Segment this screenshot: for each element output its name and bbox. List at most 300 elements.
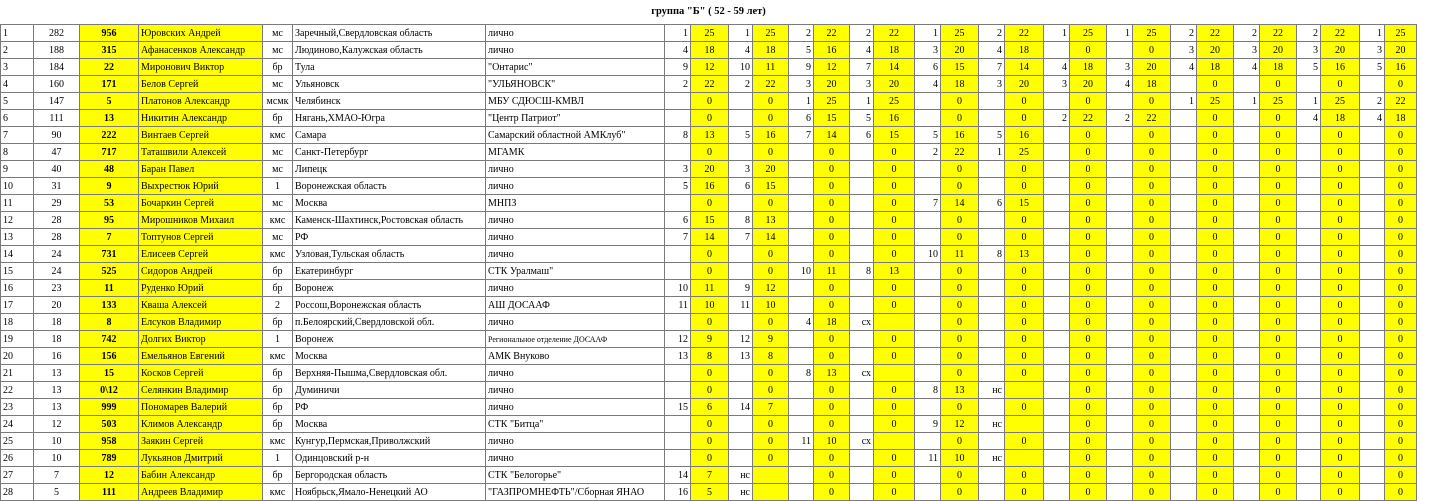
stage-points-cell: 20	[691, 161, 729, 178]
stage-points-cell: 0	[1133, 450, 1171, 467]
position-cell: 24	[1, 416, 34, 433]
stage-points-cell: 0	[1321, 280, 1360, 297]
stage-place-cell	[1360, 195, 1385, 212]
stage-place-cell	[979, 399, 1005, 416]
stage-points-cell: 0	[1005, 178, 1044, 195]
stage-points-cell: 15	[874, 127, 915, 144]
stage-place-cell: 1	[979, 144, 1005, 161]
club-cell: МБУ СДЮСШ-КМВЛ	[486, 93, 665, 110]
stage-place-cell	[665, 195, 691, 212]
stage-place-cell	[665, 263, 691, 280]
stage-place-cell	[1234, 399, 1260, 416]
stage-points-cell: 0	[691, 416, 729, 433]
stage-place-cell	[850, 399, 874, 416]
stage-place-cell	[789, 178, 814, 195]
stage-points-cell: 25	[1133, 25, 1171, 42]
position-cell: 26	[1, 450, 34, 467]
stage-points-cell: 0	[1197, 399, 1234, 416]
table-row	[1, 25, 1417, 42]
stage-place-cell	[789, 484, 814, 501]
start-number-cell: 999	[80, 399, 139, 416]
stage-place-cell	[850, 229, 874, 246]
table-row	[1, 348, 1417, 365]
stage-place-cell	[850, 246, 874, 263]
rank-cell: мс	[263, 161, 293, 178]
stage-place-cell	[979, 110, 1005, 127]
stage-place-cell	[789, 399, 814, 416]
stage-points-cell: 0	[1070, 127, 1107, 144]
rank-cell: кмс	[263, 127, 293, 144]
stage-points-cell: 0	[814, 246, 850, 263]
rank-cell: бр	[263, 263, 293, 280]
stage-place-cell: 4	[850, 42, 874, 59]
stage-points-cell: 0	[1321, 433, 1360, 450]
athlete-name-cell: Платонов Александр	[139, 93, 263, 110]
stage-points-cell: 0	[691, 93, 729, 110]
stage-place-cell	[1044, 467, 1070, 484]
stage-points-cell: 0	[1133, 416, 1171, 433]
rank-cell: 1	[263, 178, 293, 195]
stage-points-cell: 0	[814, 297, 850, 314]
results-table-body	[1, 25, 1417, 501]
stage-place-cell: 11	[789, 433, 814, 450]
stage-points-cell: 22	[1260, 25, 1297, 42]
total-points-cell: 111	[34, 110, 80, 127]
table-row	[1, 93, 1417, 110]
position-cell: 13	[1, 229, 34, 246]
stage-points-cell: 0	[1321, 263, 1360, 280]
stage-place-cell	[789, 382, 814, 399]
rank-cell: кмс	[263, 348, 293, 365]
table-row	[1, 399, 1417, 416]
stage-place-cell	[915, 467, 941, 484]
stage-points-cell: 0	[1070, 280, 1107, 297]
stage-points-cell: 0	[1321, 76, 1360, 93]
stage-points-cell: 0	[874, 144, 915, 161]
stage-place-cell	[1234, 263, 1260, 280]
stage-place-cell	[1297, 365, 1321, 382]
position-cell: 20	[1, 348, 34, 365]
stage-place-cell: 4	[1360, 110, 1385, 127]
athlete-name-cell: Пономарев Валерий	[139, 399, 263, 416]
stage-points-cell: 14	[753, 229, 789, 246]
stage-place-cell: 7	[665, 229, 691, 246]
stage-points-cell	[753, 467, 789, 484]
stage-place-cell	[729, 263, 753, 280]
stage-place-cell: нс	[979, 416, 1005, 433]
stage-points-cell: 25	[1070, 25, 1107, 42]
stage-points-cell: 0	[941, 348, 979, 365]
city-cell: Липецк	[293, 161, 486, 178]
stage-place-cell: 5	[850, 110, 874, 127]
stage-place-cell	[1360, 382, 1385, 399]
stage-points-cell: 0	[753, 314, 789, 331]
stage-points-cell: 20	[941, 42, 979, 59]
stage-points-cell: 0	[1385, 331, 1417, 348]
position-cell: 18	[1, 314, 34, 331]
stage-points-cell: 13	[753, 212, 789, 229]
stage-points-cell: 0	[874, 399, 915, 416]
stage-place-cell	[665, 110, 691, 127]
stage-points-cell: 25	[1321, 93, 1360, 110]
stage-place-cell	[729, 314, 753, 331]
stage-points-cell: 0	[1133, 297, 1171, 314]
stage-place-cell	[789, 161, 814, 178]
rank-cell: бр	[263, 110, 293, 127]
stage-place-cell	[1171, 127, 1197, 144]
athlete-name-cell: Юровских Андрей	[139, 25, 263, 42]
stage-place-cell	[1297, 127, 1321, 144]
rank-cell: кмс	[263, 433, 293, 450]
stage-place-cell	[979, 161, 1005, 178]
stage-points-cell: 0	[874, 229, 915, 246]
stage-points-cell: 0	[691, 314, 729, 331]
stage-points-cell: 0	[1070, 450, 1107, 467]
stage-place-cell: 3	[729, 161, 753, 178]
stage-place-cell	[850, 212, 874, 229]
stage-points-cell: 0	[1197, 365, 1234, 382]
stage-place-cell	[789, 212, 814, 229]
stage-place-cell	[915, 263, 941, 280]
start-number-cell: 156	[80, 348, 139, 365]
stage-points-cell: 20	[1197, 42, 1234, 59]
start-number-cell: 222	[80, 127, 139, 144]
stage-points-cell: 0	[1070, 484, 1107, 501]
stage-points-cell: 0	[1133, 144, 1171, 161]
stage-place-cell	[1171, 144, 1197, 161]
stage-points-cell: 0	[1385, 450, 1417, 467]
stage-place-cell: 13	[729, 348, 753, 365]
stage-points-cell: 0	[1070, 42, 1107, 59]
stage-place-cell	[1044, 246, 1070, 263]
stage-points-cell: 18	[1260, 59, 1297, 76]
stage-place-cell: 4	[915, 76, 941, 93]
stage-place-cell	[789, 416, 814, 433]
stage-points-cell: 22	[1385, 93, 1417, 110]
city-cell: Самара	[293, 127, 486, 144]
stage-place-cell: 11	[915, 450, 941, 467]
table-row	[1, 382, 1417, 399]
stage-points-cell: 14	[1005, 59, 1044, 76]
stage-place-cell	[665, 450, 691, 467]
stage-place-cell	[1107, 331, 1133, 348]
stage-points-cell: 8	[753, 348, 789, 365]
stage-points-cell: 0	[1197, 297, 1234, 314]
stage-place-cell	[729, 450, 753, 467]
stage-place-cell: 4	[789, 314, 814, 331]
stage-points-cell: 10	[691, 297, 729, 314]
stage-points-cell: 18	[753, 42, 789, 59]
stage-points-cell: 0	[874, 484, 915, 501]
stage-place-cell	[1107, 229, 1133, 246]
stage-place-cell: сх	[850, 314, 874, 331]
rank-cell: 1	[263, 331, 293, 348]
athlete-name-cell: Бочаркин Сергей	[139, 195, 263, 212]
stage-place-cell	[1107, 450, 1133, 467]
stage-points-cell: 20	[1260, 42, 1297, 59]
stage-place-cell: 14	[665, 467, 691, 484]
club-cell: лично	[486, 229, 665, 246]
stage-points-cell: 0	[941, 314, 979, 331]
athlete-name-cell: Бабин Александр	[139, 467, 263, 484]
stage-place-cell: 11	[665, 297, 691, 314]
stage-place-cell: 2	[850, 25, 874, 42]
athlete-name-cell: Елисеев Сергей	[139, 246, 263, 263]
stage-points-cell: 0	[1321, 484, 1360, 501]
table-title	[0, 6, 1429, 22]
stage-points-cell: 0	[1385, 365, 1417, 382]
table-row	[1, 467, 1417, 484]
stage-place-cell	[1171, 263, 1197, 280]
total-points-cell: 31	[34, 178, 80, 195]
stage-points-cell: 0	[1260, 365, 1297, 382]
stage-points-cell: 0	[1260, 110, 1297, 127]
stage-place-cell	[1107, 212, 1133, 229]
stage-points-cell: 0	[1321, 127, 1360, 144]
stage-points-cell: 25	[1197, 93, 1234, 110]
stage-points-cell: 0	[1005, 93, 1044, 110]
stage-place-cell	[1297, 348, 1321, 365]
stage-points-cell: 0	[1005, 331, 1044, 348]
stage-place-cell	[1297, 195, 1321, 212]
stage-place-cell: 3	[789, 76, 814, 93]
stage-points-cell: 0	[1385, 76, 1417, 93]
stage-points-cell: 0	[874, 212, 915, 229]
start-number-cell: 5	[80, 93, 139, 110]
stage-place-cell: 4	[1044, 59, 1070, 76]
city-cell: Екатеринбург	[293, 263, 486, 280]
stage-place-cell	[665, 416, 691, 433]
stage-points-cell: 0	[941, 110, 979, 127]
stage-place-cell: 5	[665, 178, 691, 195]
stage-points-cell: 0	[941, 467, 979, 484]
position-cell: 4	[1, 76, 34, 93]
stage-place-cell	[1297, 280, 1321, 297]
stage-points-cell: 0	[874, 246, 915, 263]
city-cell: Думиничи	[293, 382, 486, 399]
table-row	[1, 297, 1417, 314]
athlete-name-cell: Белов Сергей	[139, 76, 263, 93]
stage-place-cell	[1297, 433, 1321, 450]
stage-points-cell: 0	[1260, 127, 1297, 144]
stage-points-cell: 18	[874, 42, 915, 59]
stage-place-cell: 3	[1297, 42, 1321, 59]
athlete-name-cell: Кваша Алексей	[139, 297, 263, 314]
position-cell: 10	[1, 178, 34, 195]
stage-place-cell: 6	[915, 59, 941, 76]
stage-points-cell: 22	[874, 25, 915, 42]
stage-points-cell: 0	[1260, 314, 1297, 331]
stage-place-cell	[1044, 42, 1070, 59]
stage-place-cell	[850, 382, 874, 399]
stage-place-cell	[1171, 399, 1197, 416]
stage-points-cell: 9	[753, 331, 789, 348]
stage-place-cell	[665, 246, 691, 263]
stage-place-cell	[1360, 484, 1385, 501]
stage-points-cell: 16	[1005, 127, 1044, 144]
stage-place-cell	[1234, 110, 1260, 127]
stage-place-cell	[1044, 178, 1070, 195]
stage-points-cell: 0	[1133, 42, 1171, 59]
stage-place-cell	[850, 297, 874, 314]
stage-points-cell: 15	[814, 110, 850, 127]
stage-points-cell: 0	[1260, 161, 1297, 178]
stage-points-cell: 0	[691, 382, 729, 399]
stage-points-cell: 20	[874, 76, 915, 93]
stage-place-cell: сх	[850, 365, 874, 382]
stage-place-cell	[850, 467, 874, 484]
stage-points-cell: 13	[874, 263, 915, 280]
stage-points-cell: 0	[1385, 433, 1417, 450]
stage-points-cell: 0	[691, 144, 729, 161]
total-points-cell: 16	[34, 348, 80, 365]
stage-points-cell: 14	[874, 59, 915, 76]
stage-points-cell: 0	[1070, 467, 1107, 484]
stage-place-cell: 3	[1360, 42, 1385, 59]
total-points-cell: 47	[34, 144, 80, 161]
stage-points-cell: 0	[1133, 433, 1171, 450]
stage-place-cell	[979, 365, 1005, 382]
stage-points-cell: 18	[941, 76, 979, 93]
stage-points-cell: 0	[1133, 246, 1171, 263]
stage-points-cell: 0	[874, 416, 915, 433]
stage-place-cell	[915, 161, 941, 178]
stage-points-cell: 14	[814, 127, 850, 144]
rank-cell: мс	[263, 76, 293, 93]
stage-points-cell: 0	[1070, 161, 1107, 178]
athlete-name-cell: Заякин Сергей	[139, 433, 263, 450]
stage-points-cell: 0	[1070, 178, 1107, 195]
stage-points-cell: 0	[1197, 76, 1234, 93]
athlete-name-cell: Климов Александр	[139, 416, 263, 433]
stage-place-cell	[1360, 450, 1385, 467]
stage-place-cell	[1297, 229, 1321, 246]
stage-points-cell: 0	[1385, 484, 1417, 501]
stage-place-cell: 9	[665, 59, 691, 76]
stage-place-cell	[729, 246, 753, 263]
stage-points-cell: 13	[1005, 246, 1044, 263]
table-row	[1, 229, 1417, 246]
stage-points-cell: 12	[941, 416, 979, 433]
stage-place-cell	[1360, 127, 1385, 144]
stage-points-cell: 8	[691, 348, 729, 365]
stage-place-cell	[1297, 212, 1321, 229]
rank-cell: мс	[263, 195, 293, 212]
stage-place-cell	[1297, 450, 1321, 467]
stage-place-cell: 3	[850, 76, 874, 93]
total-points-cell: 160	[34, 76, 80, 93]
stage-place-cell	[1234, 212, 1260, 229]
stage-place-cell	[1171, 416, 1197, 433]
stage-points-cell: 0	[874, 178, 915, 195]
city-cell: Кунгур,Пермская,Приволжский	[293, 433, 486, 450]
stage-points-cell: 22	[1133, 110, 1171, 127]
stage-place-cell	[1234, 433, 1260, 450]
stage-place-cell	[1107, 399, 1133, 416]
stage-place-cell	[1360, 416, 1385, 433]
total-points-cell: 18	[34, 331, 80, 348]
stage-place-cell	[1171, 314, 1197, 331]
stage-place-cell: 4	[1107, 76, 1133, 93]
stage-points-cell: 18	[1133, 76, 1171, 93]
stage-place-cell	[1044, 195, 1070, 212]
stage-place-cell	[1044, 144, 1070, 161]
stage-place-cell: 7	[789, 127, 814, 144]
position-cell: 15	[1, 263, 34, 280]
stage-place-cell: 8	[665, 127, 691, 144]
stage-points-cell: 0	[1321, 297, 1360, 314]
stage-points-cell: 0	[1321, 161, 1360, 178]
stage-place-cell: 9	[915, 416, 941, 433]
stage-place-cell: нс	[979, 450, 1005, 467]
stage-place-cell	[979, 348, 1005, 365]
stage-points-cell: 0	[691, 263, 729, 280]
stage-place-cell	[1360, 433, 1385, 450]
stage-points-cell: 0	[814, 382, 850, 399]
stage-points-cell: 0	[814, 348, 850, 365]
stage-points-cell: 0	[1133, 195, 1171, 212]
stage-points-cell: 0	[1385, 416, 1417, 433]
city-cell: п.Белоярский,Свердловской обл.	[293, 314, 486, 331]
stage-place-cell	[1360, 348, 1385, 365]
stage-place-cell	[1107, 42, 1133, 59]
stage-points-cell: 7	[753, 399, 789, 416]
stage-points-cell: 12	[814, 59, 850, 76]
stage-points-cell: 0	[753, 365, 789, 382]
stage-place-cell	[1360, 212, 1385, 229]
athlete-name-cell: Андреев Владимир	[139, 484, 263, 501]
stage-place-cell: 2	[1171, 25, 1197, 42]
stage-place-cell	[850, 161, 874, 178]
stage-points-cell: 14	[941, 195, 979, 212]
position-cell: 16	[1, 280, 34, 297]
stage-place-cell: 7	[729, 229, 753, 246]
start-number-cell: 11	[80, 280, 139, 297]
stage-place-cell	[1044, 331, 1070, 348]
total-points-cell: 23	[34, 280, 80, 297]
stage-points-cell: 0	[1385, 280, 1417, 297]
city-cell: Тула	[293, 59, 486, 76]
stage-place-cell: 3	[1107, 59, 1133, 76]
rank-cell: бр	[263, 365, 293, 382]
table-row	[1, 365, 1417, 382]
stage-points-cell: 0	[1321, 314, 1360, 331]
stage-place-cell	[729, 93, 753, 110]
city-cell: Россош,Воронежская область	[293, 297, 486, 314]
stage-points-cell: 0	[1005, 433, 1044, 450]
stage-points-cell: 0	[753, 93, 789, 110]
stage-place-cell	[1234, 280, 1260, 297]
stage-points-cell: 20	[1005, 76, 1044, 93]
start-number-cell: 15	[80, 365, 139, 382]
stage-place-cell	[1297, 297, 1321, 314]
stage-points-cell: 11	[691, 280, 729, 297]
stage-place-cell	[1234, 416, 1260, 433]
stage-points-cell: 0	[941, 484, 979, 501]
club-cell: лично	[486, 433, 665, 450]
stage-place-cell	[1297, 484, 1321, 501]
stage-place-cell	[729, 382, 753, 399]
stage-place-cell	[729, 110, 753, 127]
stage-place-cell: 1	[729, 25, 753, 42]
stage-place-cell: 2	[789, 25, 814, 42]
stage-points-cell: 0	[1385, 399, 1417, 416]
start-number-cell: 53	[80, 195, 139, 212]
stage-place-cell: 1	[1234, 93, 1260, 110]
stage-place-cell	[979, 297, 1005, 314]
stage-place-cell: 1	[1171, 93, 1197, 110]
stage-place-cell	[1044, 433, 1070, 450]
